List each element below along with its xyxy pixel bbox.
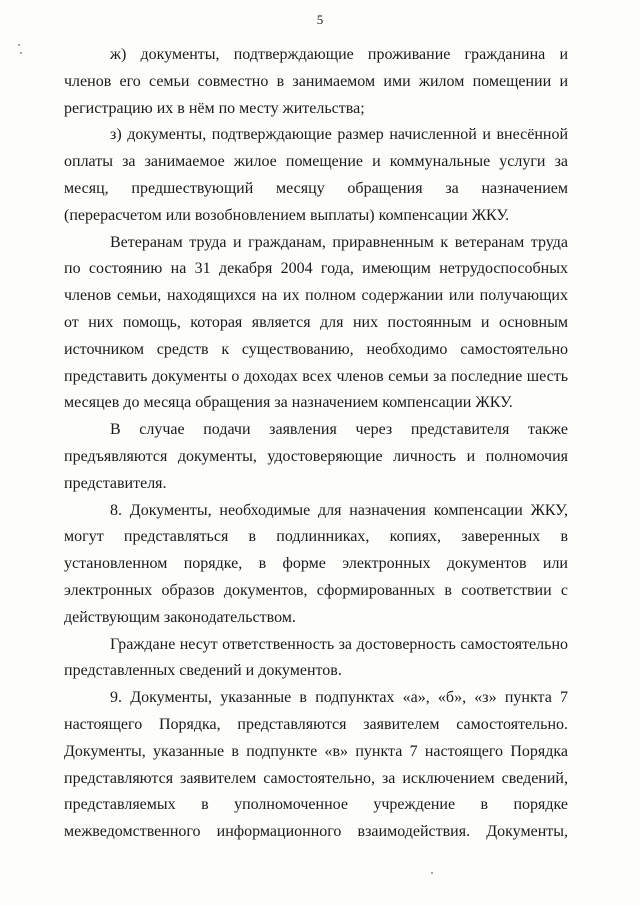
paragraph-veterans: Ветеранам труда и гражданам, приравненным к ветеранам труда по состоянию на 31 декабря 2004 года, имеющим нетрудоспособных членов семьи, находящихся на их полном содержании или получающих от них помощь, которая является для них постоянным и основным источником средств к существованию, необходимо самостоятельно представить документы о доходах всех членов семьи за последние шесть месяцев до месяца обращения за назначением компенсации ЖКУ. xyxy=(64,233,568,412)
scan-speck xyxy=(20,52,22,54)
paragraph-representative: В случае подачи заявления через представителя также предъявляются документы, удостоверяющие личность и полномочия представителя. xyxy=(64,421,568,492)
paragraph-responsibility: Граждане несут ответственность за достоверность самостоятельно представленных сведений и документов. xyxy=(64,635,568,680)
paragraph-clause-8: 8. Документы, необходимые для назначения компенсации ЖКУ, могут представляться в подлинниках, копиях, заверенных в установленном порядке, в форме электронных документов или электронных образов документов, сформированных в соответствии с действующим законодательством. xyxy=(64,501,568,626)
scan-speck xyxy=(18,44,20,46)
paragraph-clause-9: 9. Документы, указанные в подпунктах «а», «б», «з» пункта 7 настоящего Порядка, представляются заявителем самостоятельно. Документы, указанные в подпункте «в» пункта 7 настоящего Порядка представляются заявителем самостоятельно, за исключением сведений, представляемых в уполномоченное учреждение в порядке межведомственного информационного взаимодействия. Документы, xyxy=(64,689,568,841)
paragraph-item-z: з) документы, подтверждающие размер начисленной и внесённой оплаты за занимаемое жилое помещение и коммунальные услуги за месяц, предшествующий месяцу обращения за назначением (перерасчетом или возобновлением выплаты) компенсации ЖКУ. xyxy=(64,126,568,224)
page-number: 5 xyxy=(316,12,324,27)
paragraph-item-zh: ж) документы, подтверждающие проживание гражданина и членов его семьи совместно в занимаемом ими жилом помещении и регистрацию их в нём по месту жительства; xyxy=(64,46,568,117)
document-body xyxy=(64,42,568,846)
scan-speck xyxy=(431,872,433,874)
